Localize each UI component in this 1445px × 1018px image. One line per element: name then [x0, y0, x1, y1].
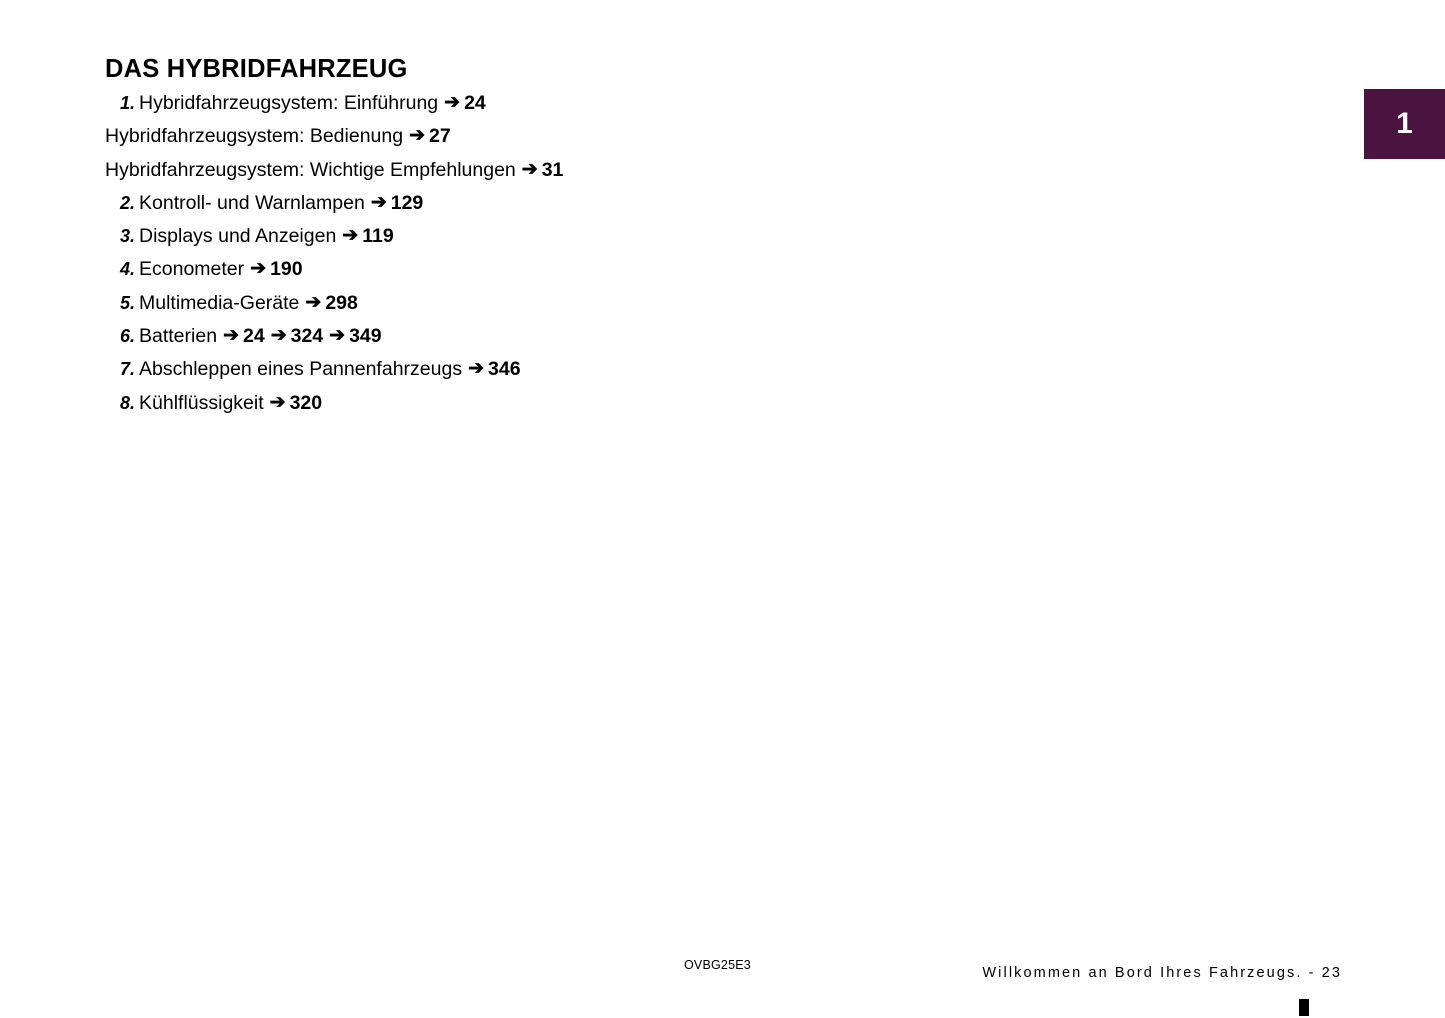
toc-entry-label: Econometer — [139, 258, 245, 281]
arrow-right-icon: ➔ — [521, 158, 538, 180]
page-edge-marker — [1299, 999, 1309, 1016]
toc-entry[interactable] — [105, 358, 1305, 391]
toc-entry[interactable] — [105, 392, 1305, 425]
toc-entry-page[interactable]: 24 — [242, 325, 265, 348]
chapter-tab — [1364, 89, 1445, 159]
toc-entry-page[interactable]: 190 — [270, 258, 303, 281]
arrow-right-icon: ➔ — [305, 291, 322, 313]
toc-entry[interactable] — [105, 225, 1305, 258]
table-of-contents — [105, 92, 1305, 425]
toc-entry-page[interactable]: 320 — [289, 391, 323, 414]
chapter-number: 1 — [1396, 107, 1413, 140]
arrow-right-icon: ➔ — [409, 125, 426, 147]
document-code: OVBG25E3 — [684, 958, 751, 972]
toc-entry-page[interactable]: 349 — [349, 325, 382, 348]
toc-entry[interactable] — [105, 325, 1305, 358]
page-title-main: HYBRIDFAHRZEUG — [166, 55, 408, 84]
toc-entry-number: 4. — [119, 259, 135, 280]
toc-entry[interactable] — [105, 92, 1305, 125]
page-title — [105, 55, 408, 84]
toc-entry[interactable] — [105, 125, 1305, 158]
toc-entry-number: 5. — [119, 292, 135, 313]
arrow-right-icon: ➔ — [468, 358, 484, 380]
page-title-prefix: DAS — [105, 55, 167, 84]
toc-entry-label: Multimedia-Geräte — [139, 291, 300, 314]
toc-entry-page[interactable]: 324 — [290, 325, 324, 348]
toc-entry[interactable] — [105, 292, 1305, 325]
toc-entry[interactable] — [105, 192, 1305, 225]
toc-entry-page[interactable]: 24 — [464, 92, 486, 114]
arrow-right-icon: ➔ — [270, 325, 287, 347]
toc-entry-number: 2. — [119, 192, 135, 213]
arrow-right-icon: ➔ — [444, 92, 461, 113]
toc-entry-number: 3. — [119, 226, 135, 247]
toc-entry-label: Hybridfahrzeugsystem: Einführung — [139, 92, 439, 114]
toc-entry-label: Hybridfahrzeugsystem: Bedienung — [105, 125, 404, 148]
toc-entry-label: Kontroll- und Warnlampen — [139, 191, 365, 214]
toc-entry-label: Displays und Anzeigen — [139, 225, 337, 248]
toc-entry-label: Kühlflüssigkeit — [139, 391, 264, 414]
footer-caption: Willkommen an Bord Ihres Fahrzeugs. - 23 — [982, 965, 1342, 981]
toc-entry-number: 6. — [119, 326, 135, 347]
toc-entry-page[interactable]: 31 — [541, 158, 564, 181]
toc-entry-page[interactable]: 298 — [325, 291, 358, 314]
toc-entry-number: 7. — [119, 359, 135, 380]
arrow-right-icon: ➔ — [223, 325, 239, 347]
toc-entry[interactable] — [105, 159, 1305, 192]
arrow-right-icon: ➔ — [329, 325, 346, 347]
toc-entry-number: 8. — [119, 392, 135, 413]
arrow-right-icon: ➔ — [250, 258, 267, 280]
toc-entry-label: Batterien — [139, 325, 218, 348]
toc-entry-number: 1. — [119, 93, 135, 113]
toc-entry-page[interactable]: 119 — [362, 225, 394, 248]
toc-entry-page[interactable]: 27 — [429, 125, 451, 148]
toc-entry-page[interactable]: 346 — [488, 358, 521, 381]
toc-entry-label: Abschleppen eines Pannenfahrzeugs — [139, 358, 463, 381]
arrow-right-icon: ➔ — [269, 391, 286, 413]
toc-entry[interactable] — [105, 258, 1305, 291]
arrow-right-icon: ➔ — [370, 191, 387, 213]
arrow-right-icon: ➔ — [342, 225, 359, 247]
toc-entry-page[interactable]: 129 — [390, 191, 424, 214]
toc-entry-label: Hybridfahrzeugsystem: Wichtige Empfehlungen — [105, 158, 516, 181]
